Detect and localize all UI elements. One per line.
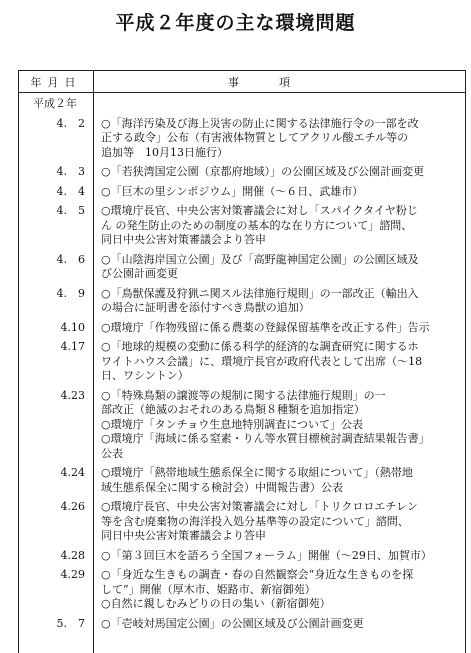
entry-text [101, 500, 459, 544]
entry-text [101, 549, 459, 564]
table-row [19, 185, 465, 200]
entry-line: 等を含む廃棄物の海洋投入処分基準等の設定について」諮問、 [101, 514, 409, 528]
entry-date: 4.23 [60, 388, 85, 402]
table-row [19, 617, 465, 632]
table-row [19, 340, 465, 384]
entry-line: 正する政令」公布（有害液体物質としてアクリル酸エチル等の [101, 131, 409, 144]
header-date: 年月日 [30, 76, 82, 89]
table-row [19, 321, 465, 336]
table-row [19, 549, 465, 564]
entry-line: 同日中央公害対策審議会より答申 [101, 233, 266, 246]
table-row [19, 432, 465, 461]
entry-line: ○「地球的規模の変動に係る科学的経済的な調査研究に関するホ [101, 340, 419, 353]
entry-text [101, 117, 459, 161]
header-item: 事項 [228, 76, 330, 89]
entry-line: 日、ワシントン） [101, 369, 189, 382]
entry-text [101, 287, 459, 316]
entry-text [101, 340, 459, 384]
entry-line: ○環境庁長官、中央公害対策審議会に対し「スパイクタイヤ粉じ [101, 204, 418, 217]
entry-date: 4. 2 [56, 116, 85, 130]
entry-line: 部改正（絶滅のおそれのある鳥類８種類を追加指定） [101, 403, 365, 416]
entry-line: ○環境庁「熱帯地域生態系保全に関する取組について」（熱帯地 [101, 466, 413, 479]
entry-date: 4.29 [60, 568, 85, 581]
entry-line: ○「壱岐対馬国定公園」の公園区域及び公園計画変更 [101, 616, 364, 630]
entry-date: 4. 5 [56, 204, 85, 217]
entry-date: 4.28 [60, 548, 85, 562]
table-row [19, 500, 465, 544]
entry-text [101, 321, 459, 336]
table-row [19, 117, 465, 161]
table-row [19, 466, 465, 495]
table-body [19, 97, 465, 631]
entry-line: ワイトハウス会議」に、環境庁長官が政府代表として出席（～18 [101, 354, 423, 368]
entry-text [101, 253, 459, 282]
table-row [19, 287, 465, 316]
entry-date: 4. 9 [56, 286, 85, 300]
entry-date: 4.26 [60, 500, 85, 513]
entry-line: して”」開催（厚木市、姫路市、新宿御苑） [101, 582, 316, 596]
entry-date: 5. 7 [56, 616, 85, 630]
entry-text [101, 185, 459, 200]
entry-line: ○「山陰海岸国立公園」及び「高野龍神国定公園」の公園区域及 [101, 252, 419, 266]
entry-line: ○「若狭湾国定公園（京都府地域）」の公園区域及び公園計画変更 [101, 165, 425, 178]
entry-text [101, 568, 459, 597]
entry-date: 4. 3 [56, 165, 85, 178]
table-row [19, 253, 465, 282]
page-title: 平成２年度の主な環境問題 [115, 12, 356, 34]
entry-line: 域生態系保全に関する検討会）中間報告書）公表 [101, 480, 343, 494]
entry-line: ん の発生防止のための制度の基本的な在り方について」諮問、 [101, 218, 413, 232]
entry-date: 4.10 [60, 320, 85, 334]
entry-text [101, 165, 459, 180]
entry-line: び公園計画変更 [101, 267, 178, 280]
entry-date: 4. 4 [56, 184, 85, 198]
entry-line: 追加等 10月13日施行） [101, 145, 228, 159]
entry-line: ○「第３回巨木を語ろう全国フォーラム」開催（～29日、加賀市） [101, 548, 432, 562]
entry-text [101, 389, 459, 418]
table-row [19, 418, 465, 433]
year-row [19, 97, 465, 112]
table-row [19, 568, 465, 597]
entry-line: の場合に証明書を添付すべき鳥獣の追加） [101, 301, 310, 314]
entry-line: ○環境庁「海域に係る窒素・りん等水質目標検討調査結果報告書」 [101, 432, 430, 445]
entry-line: 公表 [101, 446, 123, 460]
table-row [19, 389, 465, 418]
entry-text [101, 466, 459, 495]
entry-date: 4.17 [60, 340, 85, 353]
table-row [19, 597, 465, 612]
entry-line: ○自然に親しむみどりの日の集い（新宿御苑） [101, 597, 331, 610]
table-row [19, 165, 465, 180]
entry-text [101, 597, 459, 612]
entry-line: ○「海洋汚染及び海上災害の防止に関する法律施行令の一部を改 [101, 116, 419, 130]
entry-line: ○「身近な生きもの調査・春の自然観察会“身近な生きものを探 [101, 568, 414, 581]
entry-line: ○「巨木の里シンポジウム」開催（～６日、武雄市） [101, 184, 364, 198]
entry-text [101, 204, 459, 248]
entry-line: ○「特殊鳥類の譲渡等の規制に関する法律施行規則」の一 [101, 388, 386, 402]
entry-line: ○環境庁長官、中央公害対策審議会に対し「トリクロロエチレン [101, 500, 418, 513]
table-row [19, 204, 465, 248]
entry-date: 4.24 [60, 466, 85, 479]
entry-text [101, 432, 459, 461]
year-label: 平成２年 [33, 97, 77, 110]
entry-line: ○環境庁「タンチョウ生息地特別調査について」公表 [101, 417, 364, 431]
events-table [18, 70, 466, 653]
entry-text [101, 617, 459, 632]
entry-text [101, 418, 459, 433]
table-header [19, 71, 465, 93]
entry-line: ○「鳥獣保護及狩猟ニ関スル法律施行規則」の一部改正（輸出入 [101, 286, 419, 300]
entry-line: 同日中央公害対策審議会より答申 [101, 529, 266, 542]
entry-date: 4. 6 [56, 252, 85, 266]
entry-line: ○環境庁「作物残留に係る農薬の登録保留基準を改正する件」告示 [101, 320, 430, 334]
